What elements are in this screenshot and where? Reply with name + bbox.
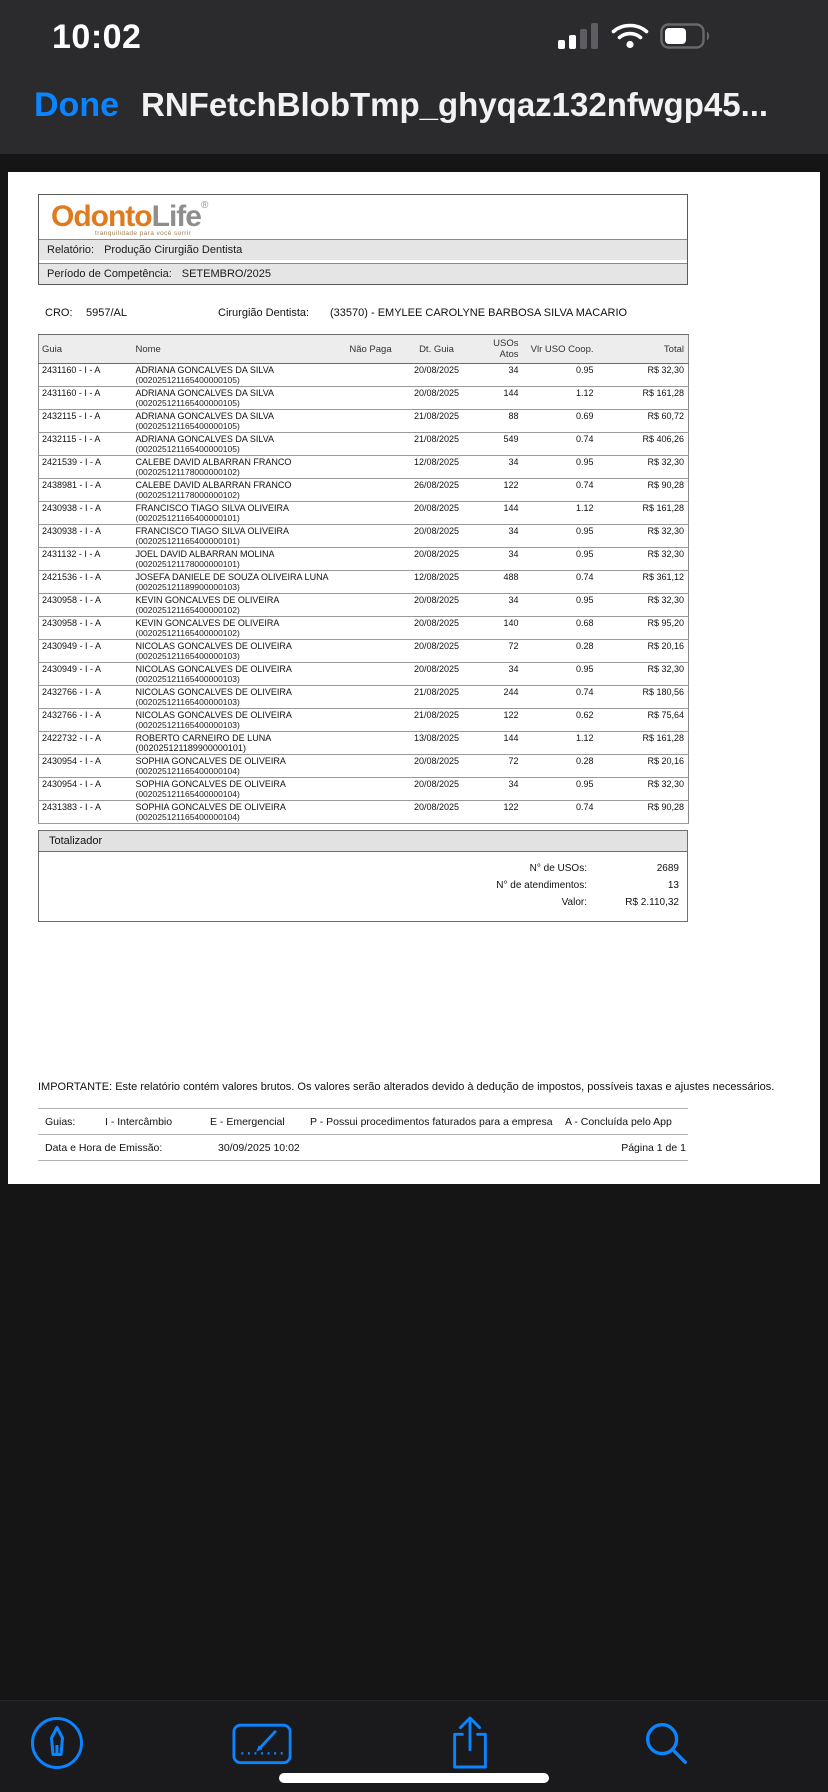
production-table	[38, 334, 689, 824]
report-label: Relatório:	[47, 244, 95, 256]
total-row: N° de atendimentos: 13	[496, 880, 679, 891]
search-icon[interactable]	[636, 1713, 696, 1773]
battery-icon	[660, 23, 712, 54]
wifi-icon	[611, 22, 649, 54]
registered-mark: ®	[200, 200, 209, 211]
guias-label: Guias:	[45, 1116, 76, 1129]
signature-icon[interactable]	[232, 1713, 292, 1773]
file-title: RNFetchBlobTmp_ghyqaz132nfwgp45...	[141, 86, 769, 123]
dentist-value: (33570) - EMYLEE CAROLYNE BARBOSA SILVA MACARIO	[330, 307, 628, 319]
legend-item: A - Concluída pelo App	[565, 1116, 672, 1129]
table-row: 2432115 - I - A ADRIANA GONCALVES DA SILVA (002025121165400000105) 21/08/2025 88 0.69 R$ 60,72	[39, 410, 689, 433]
column-header: Guia	[39, 335, 134, 364]
odontolife-logo	[39, 195, 687, 239]
table-row: 2432766 - I - A NICOLAS GONCALVES DE OLIVEIRA (002025121165400000103) 21/08/2025 244 0.74 R$ 180,56	[39, 686, 689, 709]
table-row: 2421539 - I - A CALEBE DAVID ALBARRAN FRANCO (002025121178000000102) 12/08/2025 34 0.95 R$ 32,30	[39, 456, 689, 479]
status-bar	[0, 0, 828, 62]
table-row: 2430958 - I - A KEVIN GONCALVES DE OLIVEIRA (002025121165400000102) 20/08/2025 34 0.95 R$ 32,30	[39, 594, 689, 617]
emission-row	[38, 1134, 688, 1161]
table-row: 2430958 - I - A KEVIN GONCALVES DE OLIVEIRA (002025121165400000102) 20/08/2025 140 0.68 R$ 95,20	[39, 617, 689, 640]
report-table-body	[39, 364, 689, 824]
table-row: 2430938 - I - A FRANCISCO TIAGO SILVA OLIVEIRA (002025121165400000101) 20/08/2025 144 1.12 R$ 161,28	[39, 502, 689, 525]
report-name-row	[39, 239, 687, 260]
column-header: Total	[600, 335, 689, 364]
totalizador-rows	[47, 860, 679, 911]
column-header: Nome	[134, 335, 346, 364]
markup-icon[interactable]	[27, 1713, 87, 1773]
column-header: USOs Atos	[478, 335, 526, 364]
total-row: Valor: R$ 2.110,32	[561, 897, 679, 908]
table-row: 2430949 - I - A NICOLAS GONCALVES DE OLIVEIRA (002025121165400000103) 20/08/2025 34 0.95 R$ 32,30	[39, 663, 689, 686]
period-label: Período de Competência:	[47, 268, 172, 280]
legend-item: E - Emergencial	[210, 1116, 285, 1129]
emission-label: Data e Hora de Emissão:	[45, 1142, 163, 1155]
done-button[interactable]: Done	[34, 85, 119, 124]
home-indicator[interactable]	[279, 1773, 549, 1783]
table-row: 2430954 - I - A SOPHIA GONCALVES DE OLIVEIRA (002025121165400000104) 20/08/2025 72 0.28 R$ 20,16	[39, 755, 689, 778]
total-row: N° de USOs: 2689	[529, 863, 679, 874]
table-row: 2431383 - I - A SOPHIA GONCALVES DE OLIVEIRA (002025121165400000104) 20/08/2025 122 0.74 R$ 90,28	[39, 801, 689, 824]
table-row: 2421536 - I - A JOSEFA DANIELE DE SOUZA OLIVEIRA LUNA (002025121189900000103) 12/08/2025 488 0.74 R$ 361,12	[39, 571, 689, 594]
table-row: 2430954 - I - A SOPHIA GONCALVES DE OLIVEIRA (002025121165400000104) 20/08/2025 34 0.95 R$ 32,30	[39, 778, 689, 801]
column-header: Vlr USO Coop.	[526, 335, 600, 364]
table-row: 2422732 - I - A ROBERTO CARNEIRO DE LUNA (002025121189900000101) 13/08/2025 144 1.12 R$ 161,28	[39, 732, 689, 755]
dentist-info-row	[38, 307, 688, 322]
cro-value: 5957/AL	[86, 307, 127, 319]
guias-legend-row	[38, 1108, 688, 1134]
table-row: 2432766 - I - A NICOLAS GONCALVES DE OLIVEIRA (002025121165400000103) 21/08/2025 122 0.62 R$ 75,64	[39, 709, 689, 732]
table-row: 2431160 - I - A ADRIANA GONCALVES DA SILVA (002025121165400000105) 20/08/2025 34 0.95 R$ 32,30	[39, 364, 689, 387]
cro-label: CRO:	[45, 307, 73, 319]
logo-text-odonto: Odonto	[51, 200, 152, 233]
legend-item: I - Intercâmbio	[105, 1116, 173, 1129]
table-row: 2431160 - I - A ADRIANA GONCALVES DA SILVA (002025121165400000105) 20/08/2025 144 1.12 R$ 161,28	[39, 387, 689, 410]
table-row: 2438981 - I - A CALEBE DAVID ALBARRAN FRANCO (002025121178000000102) 26/08/2025 122 0.74 R$ 90,28	[39, 479, 689, 502]
column-header: Dt. Guia	[396, 335, 478, 364]
page-footer	[38, 1080, 794, 1161]
share-icon[interactable]	[440, 1713, 500, 1773]
cellular-signal-icon	[558, 23, 600, 54]
dentist-label: Cirurgião Dentista:	[218, 307, 310, 319]
legend-item: P - Possui procedimentos faturados para a empresa	[310, 1116, 553, 1129]
page-number: Página 1 de 1	[621, 1142, 686, 1155]
period-value: SETEMBRO/2025	[181, 268, 272, 280]
status-time: 10:02	[52, 18, 142, 56]
nav-bar	[0, 62, 828, 154]
emission-value: 30/09/2025 10:02	[218, 1142, 300, 1155]
logo-text-life: Life	[151, 200, 201, 233]
totalizador-header: Totalizador	[38, 830, 688, 852]
report-header-box	[38, 194, 688, 285]
logo-tagline: tranquilidade para você sorrir	[95, 230, 192, 237]
table-row: 2431132 - I - A JOEL DAVID ALBARRAN MOLINA (002025121178000000101) 20/08/2025 34 0.95 R$ 32,30	[39, 548, 689, 571]
document-viewer[interactable]	[0, 154, 828, 1700]
report-value: Produção Cirurgião Dentista	[104, 244, 243, 256]
table-row: 2430949 - I - A NICOLAS GONCALVES DE OLIVEIRA (002025121165400000103) 20/08/2025 72 0.28 R$ 20,16	[39, 640, 689, 663]
totalizador-box	[38, 852, 688, 922]
table-row: 2432115 - I - A ADRIANA GONCALVES DA SILVA (002025121165400000105) 21/08/2025 549 0.74 R$ 406,26	[39, 433, 689, 456]
table-row: 2430938 - I - A FRANCISCO TIAGO SILVA OLIVEIRA (002025121165400000101) 20/08/2025 34 0.95 R$ 32,30	[39, 525, 689, 548]
period-row	[39, 263, 687, 284]
status-icons	[558, 22, 712, 54]
disclaimer-text: IMPORTANTE: Este relatório contém valores brutos. Os valores serão alterados devido à dedução de impostos, possíveis taxas e ajustes necessários.	[38, 1081, 775, 1093]
report-table-header-row	[39, 335, 689, 364]
pdf-page	[8, 172, 820, 1184]
column-header: Não Paga	[346, 335, 396, 364]
